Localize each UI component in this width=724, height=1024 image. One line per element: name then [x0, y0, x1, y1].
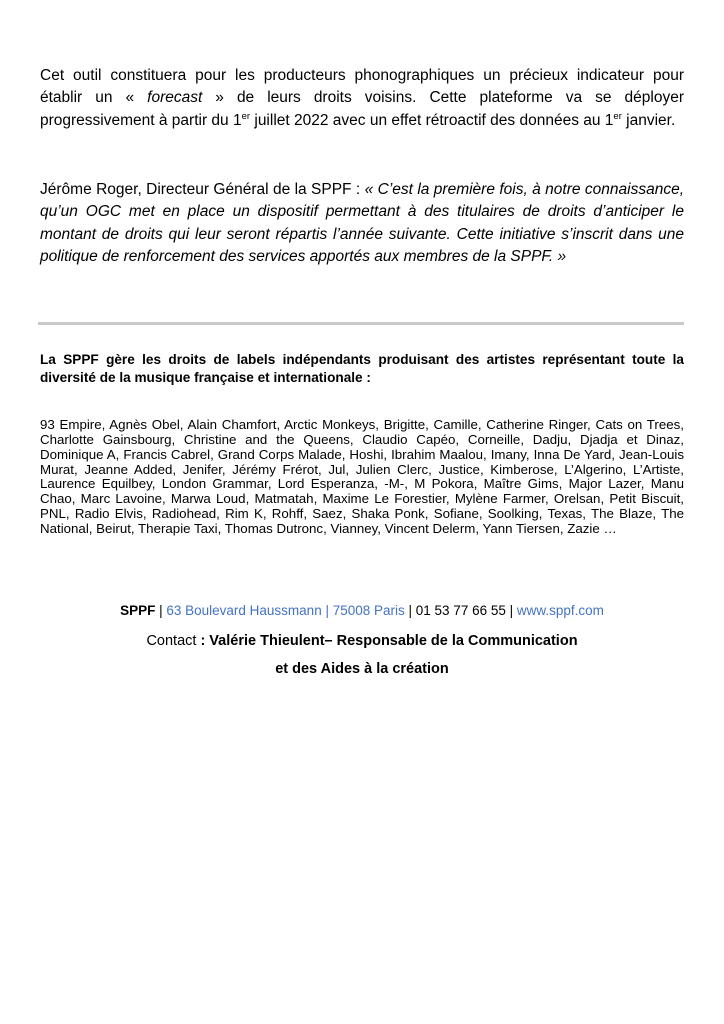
intro-text-4: janvier. [621, 111, 676, 129]
contact-name: : Valérie Thieulent– Responsable de la Communication [200, 632, 578, 649]
ordinal-superscript-2: er [613, 110, 622, 122]
intro-text-3: juillet 2022 avec un effet rétroactif des données au 1 [250, 111, 614, 129]
intro-paragraph [40, 65, 684, 133]
contact-role-line: et des Aides à la création [275, 660, 449, 677]
footer-contact-line [40, 602, 684, 619]
artist-list: 93 Empire, Agnès Obel, Alain Chamfort, Arctic Monkeys, Brigitte, Camille, Catherine Ringer, Cats on Trees, Charlotte Gainsbourg, Christine and the Queens, Claudio Capéo, Corneille, Dadju, Djadja et Dinaz, Dominique A, Francis Cabrel, Grand Corps Malade, Hoshi, Ibrahim Maalou, Imany, Inna De Yard, Jean-Louis Murat, Jeanne Added, Jenifer, Jérémy Frérot, Jul, Julien Clerc, Justice, Kimberose, L’Algerino, L’Artiste, Laurence Equilbey, London Grammar, Lord Esperanza, -M-, M Pokora, Maître Gims, Major Lazer, Manu Chao, Marc Lavoine, Marwa Loud, Matmatah, Maxime Le Forestier, Mylène Farmer, Orelsan, Petit Biscuit, PNL, Radio Elvis, Radiohead, Rim K, Rohff, Saez, Shaka Ponk, Sofiane, Soolking, Texas, The Blaze, The National, Beirut, Therapie Taxi, Thomas Dutronc, Vianney, Vincent Delerm, Yann Tiersen, Zazie … [40, 417, 684, 536]
about-heading: La SPPF gère les droits de labels indépendants produisant des artistes représentant toute la diversité de la musique française et internationale : [40, 351, 684, 385]
intro-text-2: » de leurs droits voisins. Cette plateforme va se déployer progressivement à partir du 1 [40, 89, 684, 129]
org-name: SPPF [120, 602, 156, 618]
quote-paragraph [40, 179, 684, 269]
footer-separator-1: | [155, 602, 167, 618]
ordinal-superscript-1: er [241, 110, 251, 122]
section-divider [38, 322, 684, 325]
intro-text-1: Cet outil constituera pour les producteurs phonographiques un précieux indicateur pour établir un « [40, 66, 684, 106]
website-link[interactable]: www.sppf.com [516, 602, 604, 618]
contact-label: Contact [146, 632, 201, 649]
address-link[interactable]: 63 Boulevard Haussmann | 75008 Paris [166, 602, 405, 618]
footer-separator-2: | 01 53 77 66 55 | [404, 602, 517, 618]
quote-attribution: Jérôme Roger, Directeur Général de la SPPF : [40, 180, 365, 198]
quote-text: « C’est la première fois, à notre connaissance, qu’un OGC met en place un dispositif permettant à des titulaires de droits d’anticiper le montant de droits qui leur seront répartis l’année suivante. Cette initiative s’inscrit dans une politique de renforcement des services apportés aux membres de la SPPF. » [40, 180, 685, 265]
forecast-italic-term: forecast [147, 89, 203, 106]
contact-person-line [40, 632, 684, 650]
